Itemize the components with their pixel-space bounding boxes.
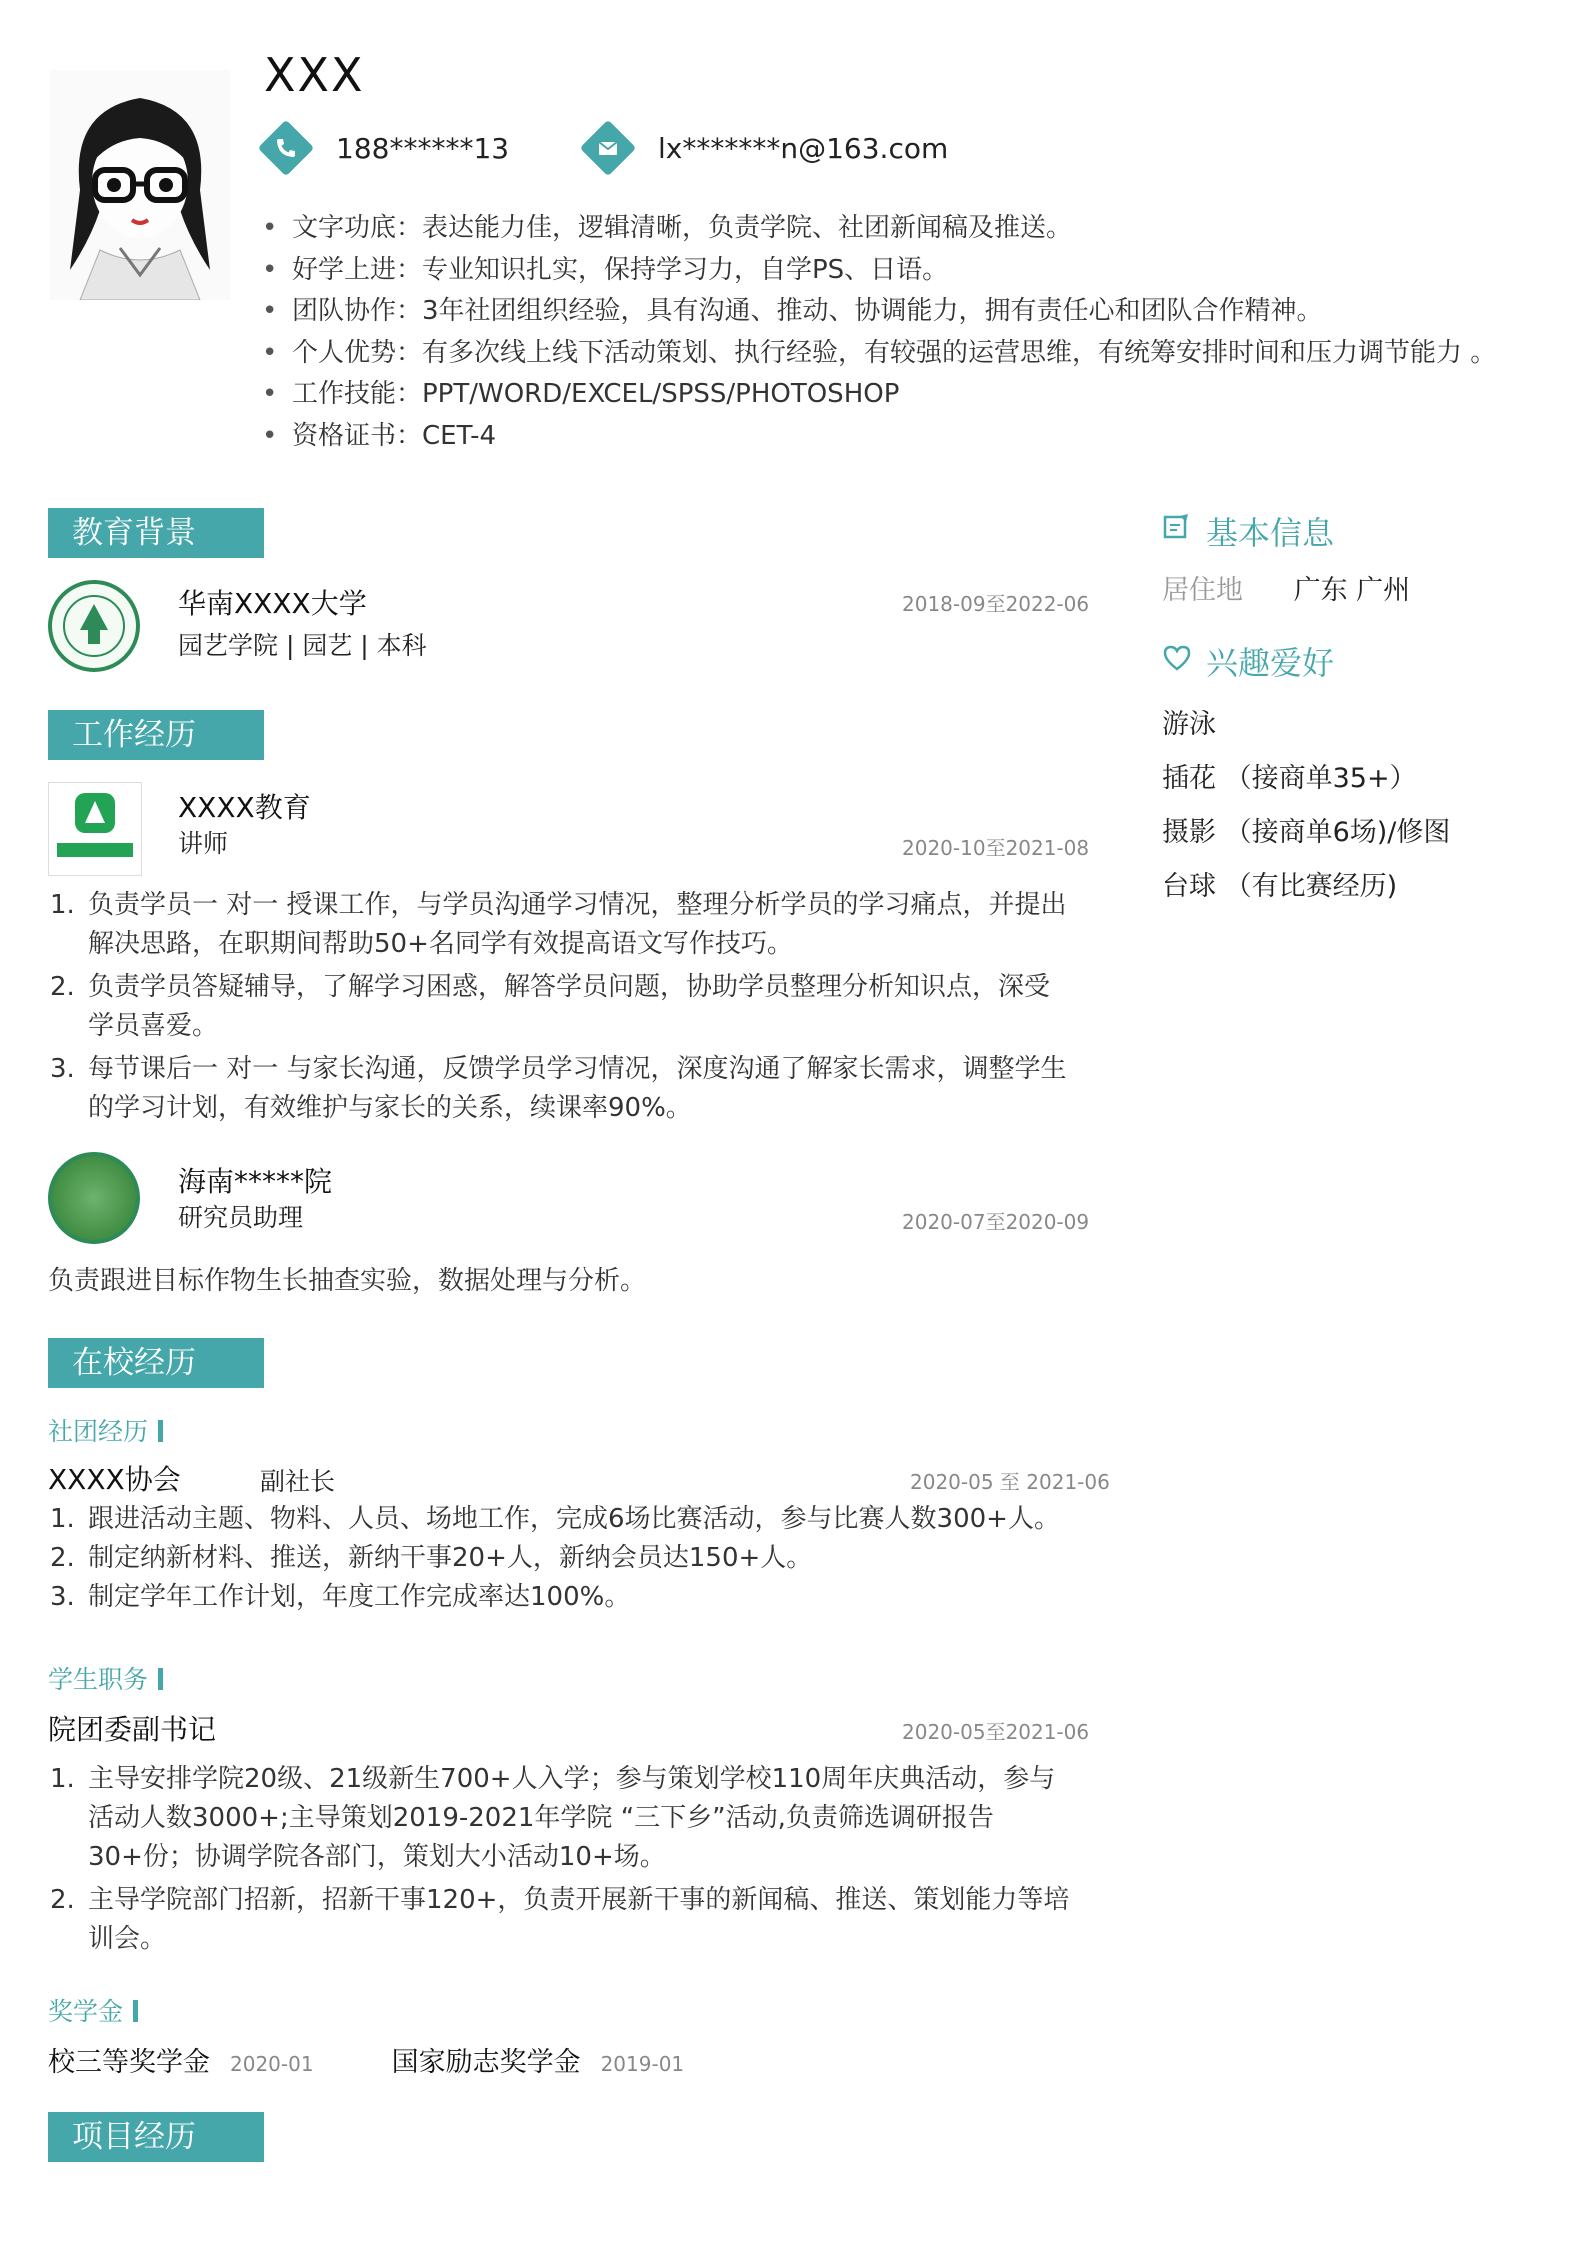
education-heading: 教育背景 [48,508,264,558]
award-date: 2019-01 [600,2052,685,2076]
duty-items [50,1760,1070,1959]
duty-date: 2020-05至2021-06 [902,1720,1090,1744]
residence-value: 广东 广州 [1293,575,1411,606]
institute-logo [48,1152,140,1244]
award-name: 校三等奖学金 [48,2047,210,2078]
summary-item: • 资格证书：CET-4 [262,416,1496,458]
job-description: 负责跟进目标作物生长抽查实验，数据处理与分析。 [48,1266,647,1296]
job-date: 2020-10至2021-08 [902,836,1090,860]
job-date: 2020-07至2020-09 [902,1210,1090,1234]
university-logo [48,580,140,672]
award-date: 2020-01 [230,2052,314,2076]
campus-heading: 在校经历 [48,1338,264,1388]
club-subheading: 社团经历 [48,1412,163,1448]
heart-icon [1162,642,1192,680]
list-item: 1. 跟进活动主题、物料、人员、场地工作，完成6场比赛活动，参与比赛人数300+人。 [50,1504,1060,1534]
summary-list [262,208,1496,457]
summary-item: • 团队协作：3年社团组织经验，具有沟通、推动、协调能力，拥有责任心和团队合作精神。 [262,291,1496,333]
email-contact [588,128,948,168]
hobby-item: 插花 （接商单35+） [1162,763,1417,794]
list-item: 3. 每节课后一 对一 与家长沟通，反馈学员学习情况，深度沟通了解家长需求，调整学生的学习计划，有效维护与家长的关系，续课率90%。 [50,1054,1067,1123]
candidate-name: XXX [264,48,365,102]
job-role: 讲师 [178,829,229,858]
residence-label: 居住地 [1162,575,1243,606]
phone-contact [266,128,509,168]
mail-icon [580,120,637,177]
hobby-item: 台球 （有比赛经历) [1162,871,1398,902]
club-date: 2020-05 至 2021-06 [910,1470,1110,1494]
job-duties [50,886,1070,1128]
club-name: XXXX协会 [48,1463,181,1496]
award-subheading: 奖学金 [48,1992,138,2028]
duty-name: 院团委副书记 [48,1713,217,1746]
school-detail: 园艺学院 | 园艺 | 本科 [178,631,427,660]
edit-icon [1162,512,1192,550]
email-address: lx*******n@163.com [658,131,949,165]
club-duties [50,1500,1110,1617]
awards-row [48,2040,684,2079]
residence-row [1162,568,1410,607]
job-company: 海南*****院 [178,1165,333,1198]
duty-subheading: 学生职务 [48,1660,163,1696]
list-item: 2. 负责学员答疑辅导，了解学习困惑，解答学员问题，协助学员整理分析知识点，深受学员喜爱。 [50,972,1051,1041]
project-heading: 项目经历 [48,2112,264,2162]
list-item: 1. 负责学员一 对一 授课工作，与学员沟通学习情况，整理分析学员的学习痛点，并提出解决思路，在职期间帮助50+名同学有效提高语文写作技巧。 [50,890,1067,959]
education-date: 2018-09至2022-06 [902,592,1090,616]
award-name: 国家励志奖学金 [391,2047,581,2078]
basic-info-heading: 基本信息 [1162,508,1334,554]
hobby-item: 摄影 （接商单6场)/修图 [1162,817,1451,848]
hobby-heading: 兴趣爱好 [1162,638,1334,684]
summary-item: • 个人优势：有多次线上线下活动策划、执行经验，有较强的运营思维，有统筹安排时间和压力调节能力 。 [262,333,1496,375]
summary-item: • 工作技能：PPT/WORD/EXCEL/SPSS/PHOTOSHOP [262,374,1496,416]
summary-item: • 好学上进：专业知识扎实，保持学习力，自学PS、日语。 [262,250,1496,292]
club-role: 副社长 [260,1467,336,1496]
list-item: 1. 主导安排学院20级、21级新生700+人入学；参与策划学校110周年庆典活动，参与活动人数3000+;主导策划2019-2021年学院 “三下乡”活动,负责筛选调研报告30+份；协调学院各部门，策划大小活动10+场。 [50,1764,1056,1872]
list-item: 2. 制定纳新材料、推送，新纳干事20+人，新纳会员达150+人。 [50,1543,813,1573]
school-name: 华南XXXX大学 [178,587,367,620]
job-role: 研究员助理 [178,1203,304,1232]
list-item: 2. 主导学院部门招新，招新干事120+，负责开展新干事的新闻稿、推送、策划能力等培训会。 [50,1885,1070,1954]
phone-number: 188******13 [336,131,510,165]
summary-item: • 文字功底：表达能力佳，逻辑清晰，负责学院、社团新闻稿及推送。 [262,208,1496,250]
work-heading: 工作经历 [48,710,264,760]
list-item: 3. 制定学年工作计划，年度工作完成率达100%。 [50,1582,631,1612]
phone-icon [258,120,315,177]
company-logo [48,782,142,876]
job-company: XXXX教育 [178,791,311,824]
avatar [50,70,230,300]
hobby-item: 游泳 [1162,709,1216,740]
